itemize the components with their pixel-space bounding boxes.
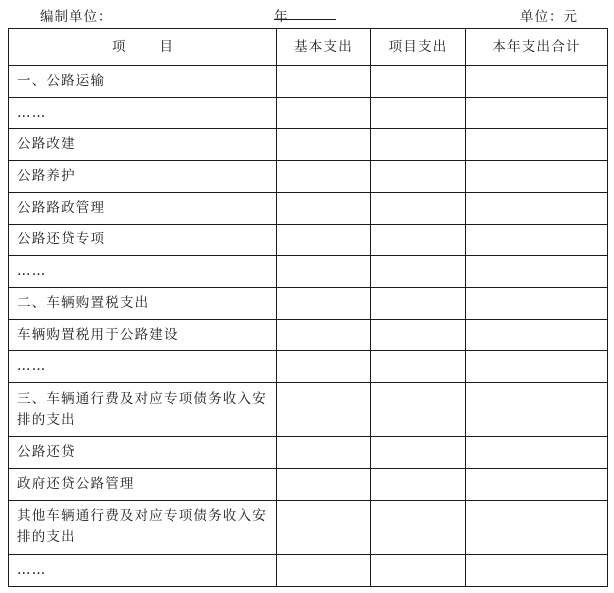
cell-total bbox=[466, 288, 608, 320]
row-item: 车辆购置税用于公路建设 bbox=[9, 319, 277, 351]
cell-total bbox=[466, 383, 608, 437]
column-header-project: 项目支出 bbox=[371, 29, 466, 66]
cell-basic bbox=[277, 469, 371, 501]
row-item: 公路路政管理 bbox=[9, 192, 277, 224]
cell-basic bbox=[277, 97, 371, 129]
cell-basic bbox=[277, 224, 371, 256]
table-row bbox=[9, 224, 608, 256]
cell-total bbox=[466, 351, 608, 383]
table-row bbox=[9, 161, 608, 193]
cell-basic bbox=[277, 288, 371, 320]
cell-total bbox=[466, 319, 608, 351]
cell-project bbox=[371, 288, 466, 320]
row-item: 公路还贷专项 bbox=[9, 224, 277, 256]
table-row bbox=[9, 288, 608, 320]
row-item: 公路改建 bbox=[9, 129, 277, 161]
row-item: …… bbox=[9, 351, 277, 383]
row-item: 其他车辆通行费及对应专项债务收入安排的支出 bbox=[9, 500, 277, 554]
table-row bbox=[9, 555, 608, 587]
table-row bbox=[9, 319, 608, 351]
row-item: 三、车辆通行费及对应专项债务收入安排的支出 bbox=[9, 383, 277, 437]
cell-basic bbox=[277, 161, 371, 193]
cell-project bbox=[371, 66, 466, 98]
cell-basic bbox=[277, 129, 371, 161]
row-item: …… bbox=[9, 97, 277, 129]
table-row bbox=[9, 256, 608, 288]
cell-basic bbox=[277, 500, 371, 554]
column-header-total: 本年支出合计 bbox=[466, 29, 608, 66]
table-row bbox=[9, 500, 608, 554]
row-item: …… bbox=[9, 555, 277, 587]
cell-total bbox=[466, 192, 608, 224]
cell-total bbox=[466, 256, 608, 288]
cell-total bbox=[466, 469, 608, 501]
table-row bbox=[9, 437, 608, 469]
year-label: 年 bbox=[274, 9, 289, 25]
cell-total bbox=[466, 161, 608, 193]
cell-project bbox=[371, 129, 466, 161]
cell-basic bbox=[277, 437, 371, 469]
cell-project bbox=[371, 469, 466, 501]
row-item: 二、车辆购置税支出 bbox=[9, 288, 277, 320]
row-item: 政府还贷公路管理 bbox=[9, 469, 277, 501]
cell-basic bbox=[277, 66, 371, 98]
cell-basic bbox=[277, 192, 371, 224]
row-item: 公路还贷 bbox=[9, 437, 277, 469]
cell-basic bbox=[277, 256, 371, 288]
table-row bbox=[9, 192, 608, 224]
cell-project bbox=[371, 437, 466, 469]
cell-total bbox=[466, 500, 608, 554]
org-label: 编制单位： bbox=[40, 9, 113, 25]
table-row bbox=[9, 383, 608, 437]
cell-project bbox=[371, 161, 466, 193]
unit-label: 单位：元 bbox=[520, 9, 578, 25]
cell-total bbox=[466, 66, 608, 98]
table-header-row bbox=[9, 29, 608, 66]
cell-project bbox=[371, 97, 466, 129]
cell-project bbox=[371, 319, 466, 351]
cell-basic bbox=[277, 383, 371, 437]
cell-project bbox=[371, 383, 466, 437]
row-item: 公路养护 bbox=[9, 161, 277, 193]
cell-project bbox=[371, 256, 466, 288]
row-item: …… bbox=[9, 256, 277, 288]
table-row bbox=[9, 469, 608, 501]
cell-total bbox=[466, 437, 608, 469]
cell-basic bbox=[277, 351, 371, 383]
cell-total bbox=[466, 555, 608, 587]
cell-project bbox=[371, 351, 466, 383]
table-row bbox=[9, 351, 608, 383]
table-row bbox=[9, 66, 608, 98]
cell-project bbox=[371, 500, 466, 554]
table-row bbox=[9, 129, 608, 161]
cell-project bbox=[371, 192, 466, 224]
cell-basic bbox=[277, 555, 371, 587]
cell-basic bbox=[277, 319, 371, 351]
row-item: 一、公路运输 bbox=[9, 66, 277, 98]
cell-total bbox=[466, 129, 608, 161]
expenditure-table bbox=[8, 28, 608, 587]
column-header-item: 项 目 bbox=[9, 29, 277, 66]
cell-project bbox=[371, 555, 466, 587]
column-header-basic: 基本支出 bbox=[277, 29, 371, 66]
report-header bbox=[0, 5, 614, 23]
cell-total bbox=[466, 224, 608, 256]
table-row bbox=[9, 97, 608, 129]
cell-project bbox=[371, 224, 466, 256]
cell-total bbox=[466, 97, 608, 129]
